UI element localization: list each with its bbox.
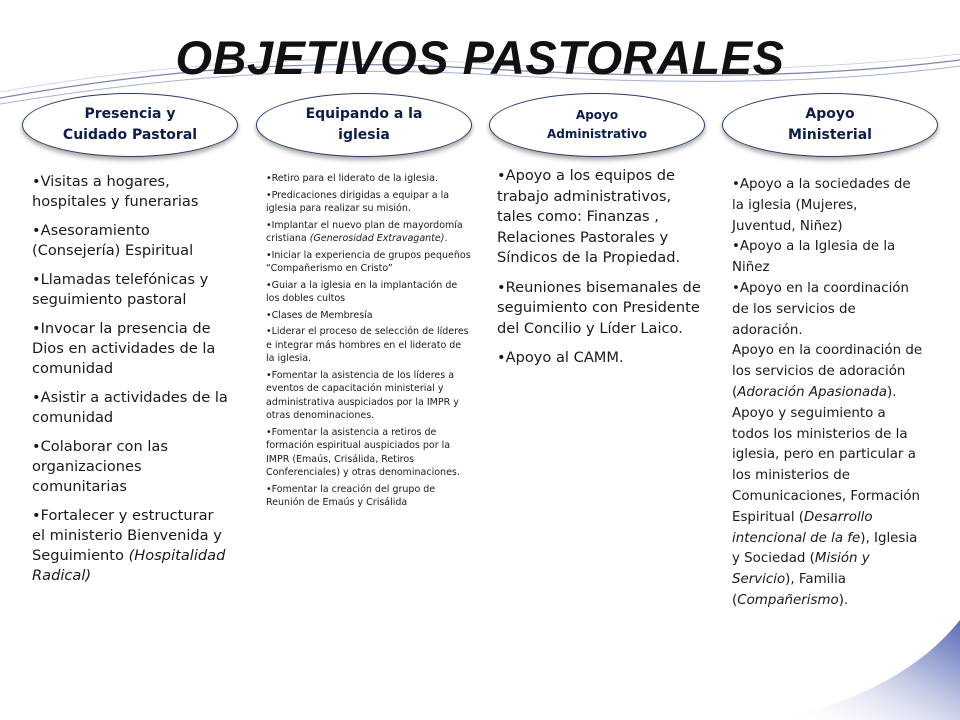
list-item: •Fomentar la creación del grupo de Reunión de Emaús y Crisálida	[266, 483, 436, 508]
column-ministerial-list	[732, 175, 924, 612]
header-oval-presencia: Presencia y Cuidado Pastoral	[22, 93, 238, 157]
list-item: •Predicaciones dirigidas a equipar a la iglesia para realizar su misión.	[266, 189, 450, 214]
list-item: •Visitas a hogares, hospitales y funerarias	[32, 173, 199, 210]
list-item	[32, 506, 228, 586]
page-title: OBJETIVOS PASTORALES	[175, 31, 785, 84]
list-item-emphasis: (Hospitalidad Radical)	[32, 547, 226, 584]
list-item: •Iniciar la experiencia de grupos pequeños “Compañerismo en Cristo”	[266, 249, 471, 274]
list-item-text: Apoyo en la coordinación de los servicios de adoración (	[732, 343, 923, 400]
list-item-text: ).	[886, 384, 897, 400]
list-item: •Guiar a la iglesia en la implantación de los dobles cultos	[266, 279, 458, 304]
list-item: •Clases de Membresía	[266, 309, 373, 321]
list-item-text: ), Familia (	[732, 572, 846, 608]
corner-gradient	[780, 620, 960, 720]
list-item: •Retiro para el liderato de la iglesia.	[266, 173, 439, 184]
list-item: •Llamadas telefónicas y seguimiento pastoral	[32, 271, 209, 308]
list-item: •Liderar el proceso de selección de líderes e integrar más hombres en el liderato de la iglesia.	[266, 326, 469, 364]
list-item-emphasis: Desarrollo intencional de la fe	[732, 509, 873, 546]
list-item: •Apoyo en la coordinación de los servicios de adoración.	[732, 280, 909, 338]
list-item: •Reuniones bisemanales de seguimiento con Presidente del Concilio y Líder Laico.	[497, 278, 701, 337]
list-item-suffix: .	[444, 233, 448, 244]
list-item: •Fomentar la asistencia a retiros de formación espiritual auspiciados por la IMPR (Emaús, Crisálida, Retiros Conferenciales) y otras denominaciones.	[266, 426, 460, 478]
list-item-emphasis: (Generosidad Extravagante)	[309, 233, 445, 244]
list-item: •Fomentar la asistencia de los líderes a eventos de capacitación ministerial y administrativa auspiciados por la IMPR y otras denominaciones.	[266, 369, 459, 421]
list-item-text: •Implantar el nuevo plan de mayordomía cristiana	[266, 219, 463, 244]
list-item: •Invocar la presencia de Dios en actividades de la comunidad	[32, 320, 216, 377]
list-item-text: Apoyo y seguimiento a todos los ministerios de la iglesia, pero en particular a los ministerios de Comunicaciones, Formación Espiritual (	[732, 405, 921, 525]
list-item	[732, 341, 924, 403]
list-item: •Asesoramiento (Consejería) Espiritual	[32, 222, 194, 259]
list-item: •Apoyo a la Iglesia de la Niñez	[732, 239, 896, 276]
header-oval-apoyo-administrativo: Apoyo Administrativo	[489, 93, 705, 157]
column-equipando-list	[266, 172, 472, 513]
list-item-text: •Fortalecer y estructurar el ministerio Bienvenida y Seguimiento	[32, 507, 222, 564]
list-item: •Asistir a actividades de la comunidad	[32, 389, 228, 426]
list-item-emphasis: Compañerismo	[737, 592, 839, 608]
list-item	[732, 404, 924, 612]
list-item-text: ), Iglesia y Sociedad (	[732, 530, 918, 567]
list-item-emphasis: Misión y Servicio	[732, 551, 870, 588]
list-item: •Colaborar con las organizaciones comunitarias	[32, 438, 168, 495]
list-item-emphasis: Adoración Apasionada	[737, 384, 887, 400]
list-item-text: ).	[838, 592, 849, 608]
header-oval-apoyo-ministerial: Apoyo Ministerial	[722, 93, 938, 157]
list-item: •Apoyo al CAMM.	[497, 349, 624, 366]
header-oval-equipando: Equipando a la iglesia	[256, 93, 472, 157]
list-item	[266, 219, 472, 246]
list-item: •Apoyo a los equipos de trabajo administrativos, tales como: Finanzas , Relaciones Pastorales y Síndicos de la Propiedad.	[497, 167, 681, 266]
column-presencia-list	[32, 172, 228, 595]
column-administrativo-list	[497, 166, 703, 378]
list-item: •Apoyo a la sociedades de la iglesia (Mujeres, Juventud, Niñez)	[732, 177, 911, 234]
